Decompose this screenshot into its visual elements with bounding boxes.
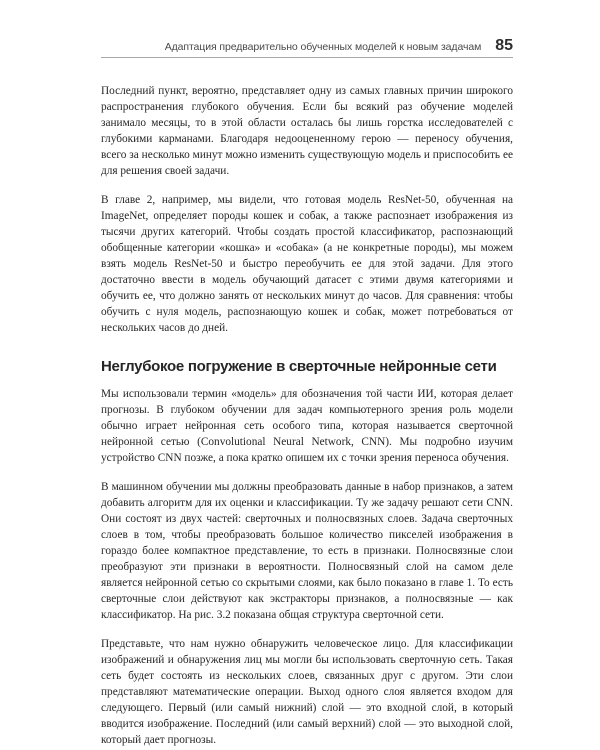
running-header-title: Адаптация предварительно обученных моделей к новым задачам [164, 41, 482, 53]
page-body [101, 83, 513, 748]
section-heading: Неглубокое погружение в сверточные нейронные сети [101, 358, 497, 375]
paragraph-face-detection: Представьте, что нам нужно обнаружить человеческое лицо. Для классификации изображений и обнаружения лиц мы могли бы использовать сверточную сеть. Такая сеть будет состоять из нескольких слоев, связанных друг с другом. Эти слои представляют математические операции. Выход одного слоя является входом для следующего. Первый (или самый нижний) слой — это входной слой, в который вводится изображение. Последний (или самый верхний) слой — это выходной слой, который дает прогнозы. [101, 638, 513, 746]
paragraph-resnet-example: В главе 2, например, мы видели, что готовая модель ResNet-50, обученная на ImageNet, определяет породы кошек и собак, а также распознает изображения из тысячи других категорий. Чтобы создать простой классификатор, распознающий обобщенные категории «кошка» и «собака» (а не конкретные породы), мы можем взять модель ResNet-50 и быстро переобучить ее для этой задачи. Для этого достаточно ввести в модель обучающий датасет с этими двумя категориями и обучить ее, что должно занять от нескольких минут до часов. Для сравнения: чтобы обучить с нуля модель, распознающую кошек и собак, может потребоваться от нескольких часов до дней. [101, 194, 513, 334]
running-header [101, 38, 513, 58]
paragraph-model-definition: Мы использовали термин «модель» для обозначения той части ИИ, которая делает прогнозы. В глубоком обучении для задач компьютерного зрения роль модели обычно играет нейронная сеть особого типа, которая называется сверточной нейронной сетью (Convolutional Neural Network, CNN). Мы подробно изучим устройство CNN позже, а пока кратко опишем их с точки зрения переноса обучения. [101, 388, 513, 464]
paragraph-transfer-learning-importance: Последний пункт, вероятно, представляет одну из самых главных причин широкого распространения глубокого обучения. Если бы всякий раз обучение моделей занимало месяцы, то в этой области осталась бы лишь горстка исследователей с глубокими карманами. Благодаря недооцененному герою — переносу обучения, всего за несколько минут можно изменить существующую модель и приспособить ее для решения своей задачи. [101, 85, 513, 177]
paragraph-cnn-structure: В машинном обучении мы должны преобразовать данные в набор признаков, а затем добавить алгоритм для их оценки и классификации. Ту же задачу решают сети CNN. Они состоят из двух частей: сверточных и полносвязных слоев. Задача сверточных слоев в том, чтобы преобразовать большое количество пикселей изображения в гораздо более компактное представление, то есть в признаки. Полносвязные слои преобразуют эти признаки в вероятности. Полносвязный слой на самом деле является нейронной сетью со скрытыми слоями, как было показано в главе 1. То есть сверточные слои действуют как экстракторы признаков, а полносвязные — как классификатор. На рис. 3.2 показана общая структура сверточной сети. [101, 481, 513, 621]
page-number: 85 [495, 37, 513, 54]
